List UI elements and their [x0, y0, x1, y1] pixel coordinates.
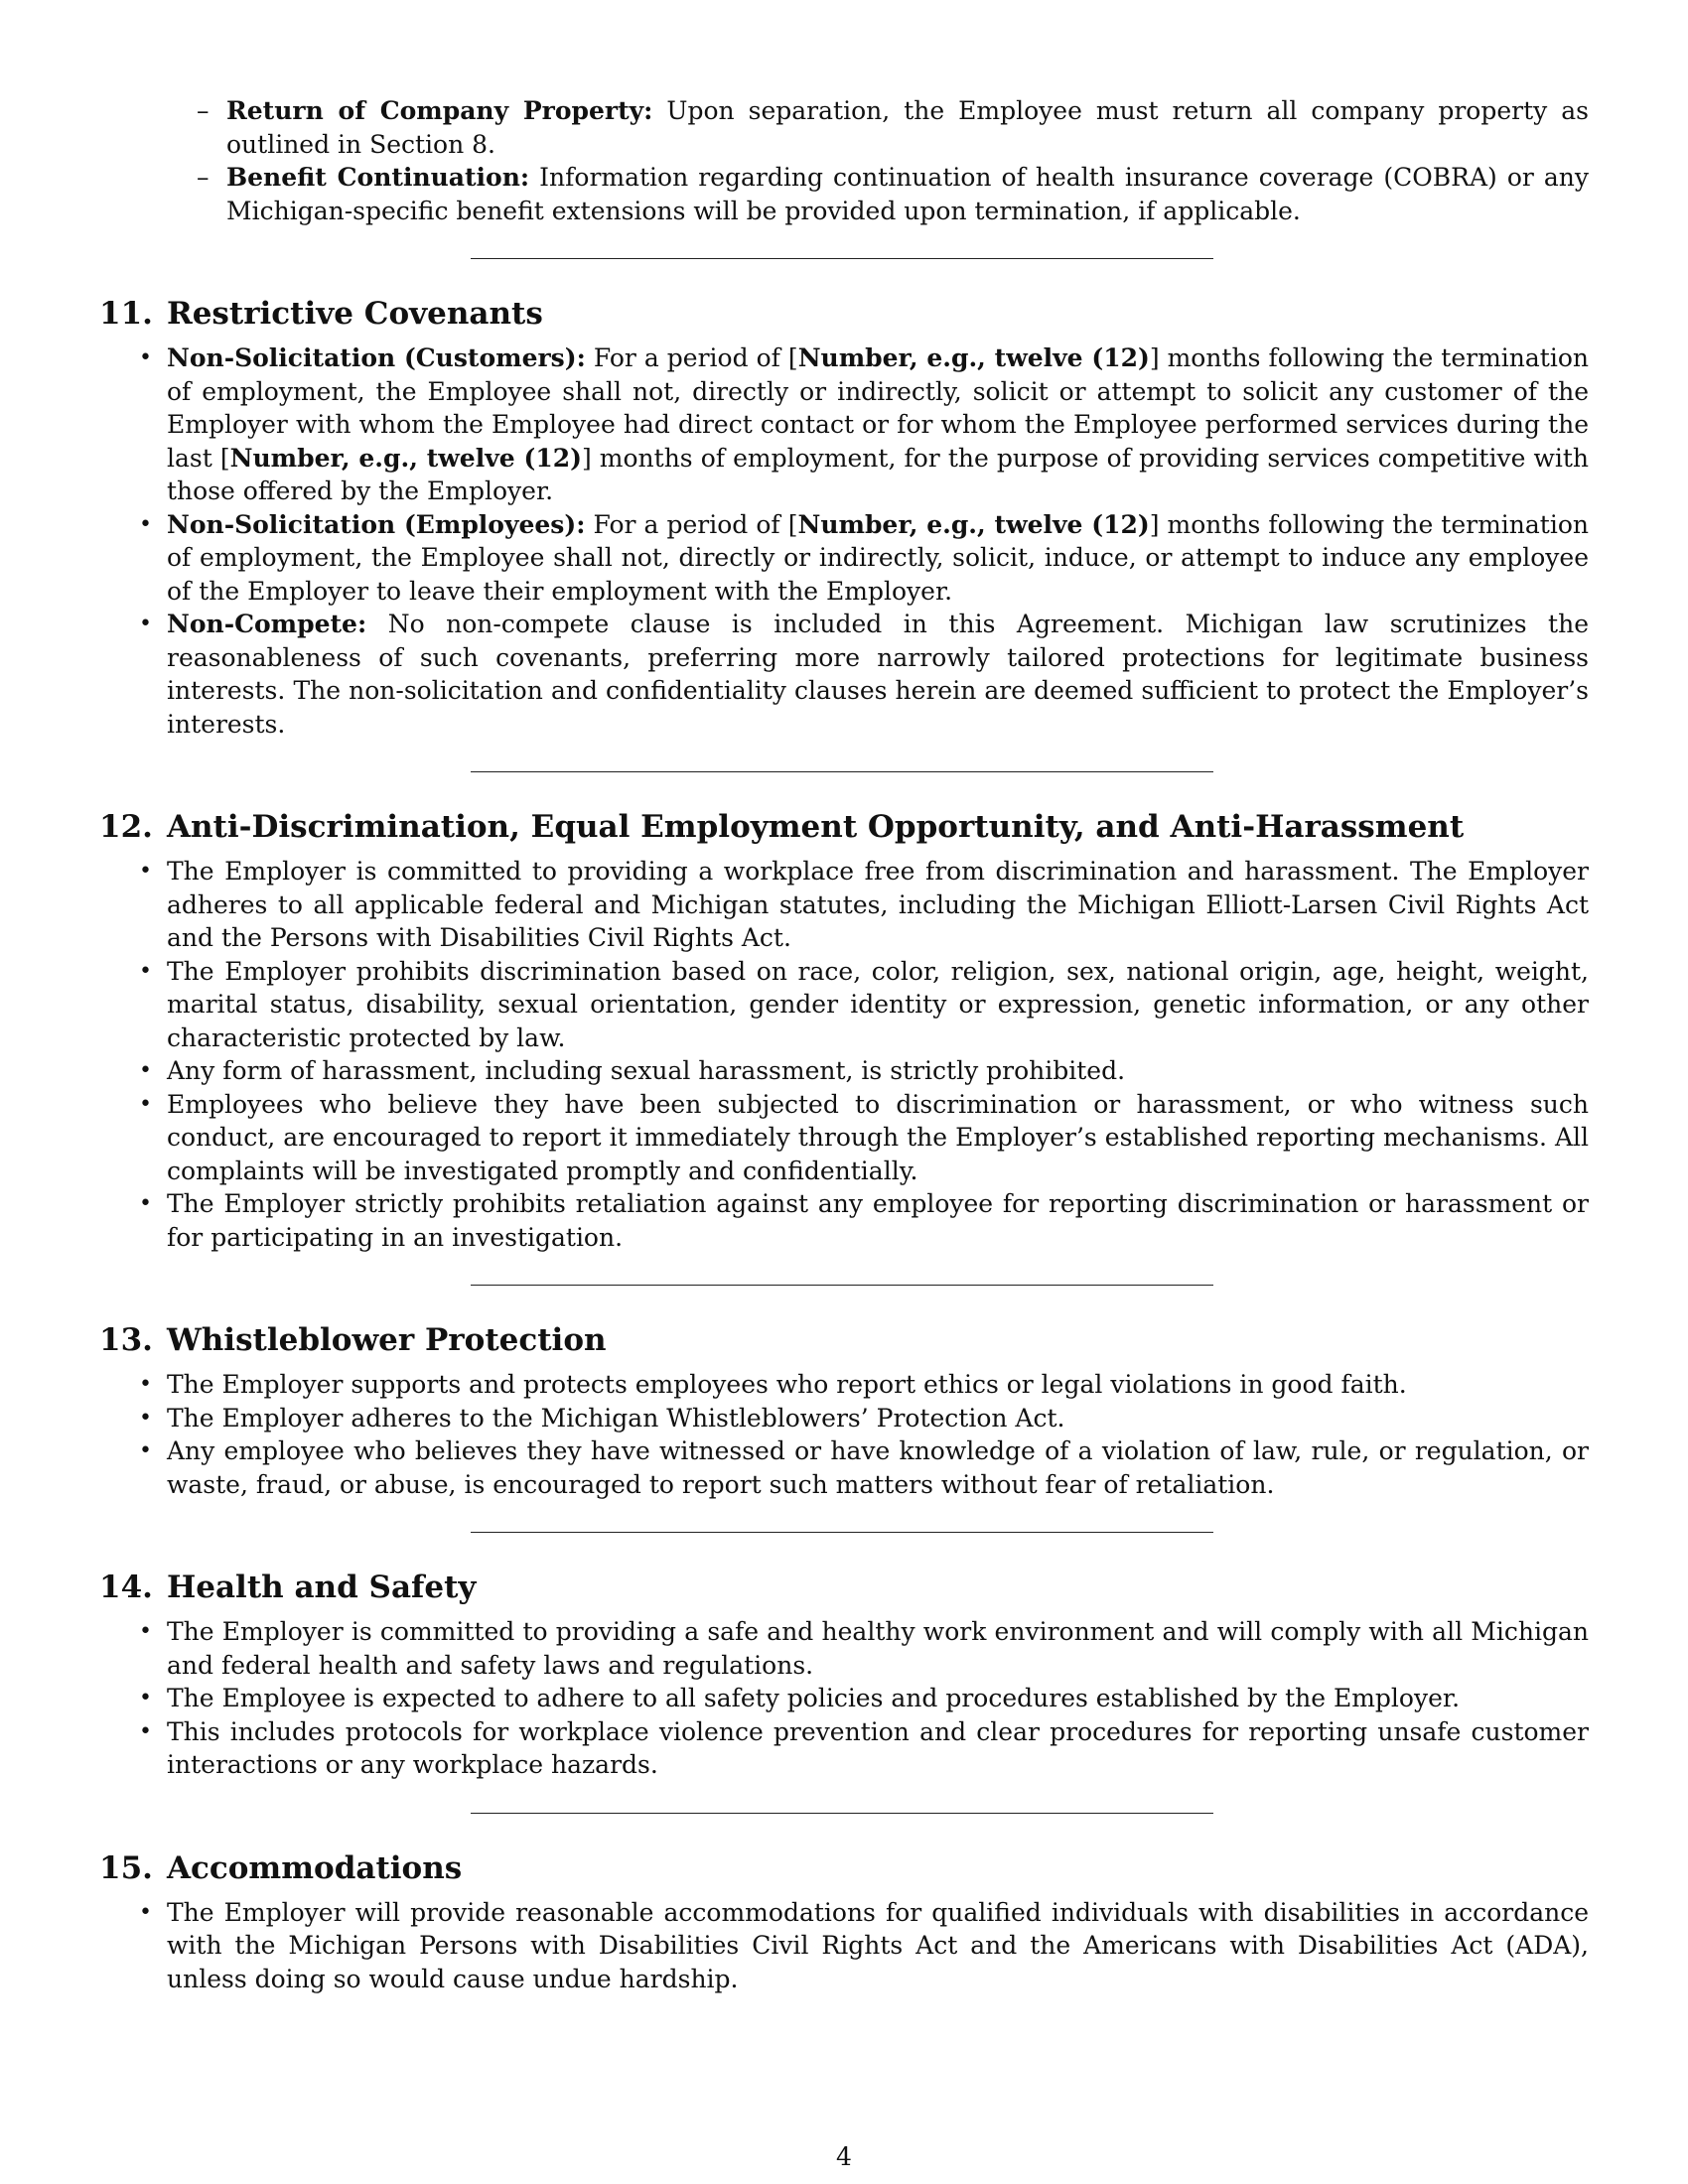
list-item [139, 955, 1589, 1055]
section-number: 11. [99, 296, 153, 332]
page-content [99, 94, 1589, 1995]
item-text: The Employer strictly prohibits retaliation against any employee for reporting discrimination or harassment or for participating in an investigation. [167, 1189, 1589, 1252]
bullet-list [139, 1896, 1589, 1996]
bullet-marker: • [139, 1718, 152, 1744]
item-text: Any employee who believes they have witnessed or have knowledge of a violation of law, rule, or regulation, or waste, fraud, or abuse, is encouraged to report such matters without fear of retaliation. [167, 1436, 1589, 1499]
horizontal-rule [471, 771, 1213, 772]
section [99, 771, 1589, 1254]
bullet-marker: • [139, 1091, 152, 1117]
bullet-marker: • [139, 1619, 152, 1644]
list-item [139, 1615, 1589, 1682]
section-heading [99, 807, 1589, 847]
list-item [197, 94, 1589, 161]
section-title: Whistleblower Protection [166, 1322, 607, 1358]
list-item [139, 1434, 1589, 1501]
item-text: For a period of [ [585, 343, 798, 372]
bullet-list [139, 341, 1589, 741]
item-text: The Employer is committed to providing a workplace free from discrimination and harassment. The Employer adheres to all applicable federal and Michigan statutes, including the Michigan Elliott-Larsen Civil Rights Act and the Persons with Disabilities Civil Rights Act. [167, 857, 1589, 952]
bullet-marker: • [139, 1372, 152, 1397]
item-label: Non-Compete: [167, 610, 367, 638]
section-number: 12. [99, 809, 153, 845]
section-title: Accommodations [166, 1849, 463, 1886]
item-text: ] months following the termination of employment, the Employee shall not, directly or indirectly, solicit, induce, or attempt to induce any employee of the Employer to leave their employment with the Employer. [167, 509, 1589, 606]
item-label: Number, e.g., twelve (12) [229, 443, 582, 473]
item-text: The Employer prohibits discrimination based on race, color, religion, sex, national origin, age, height, weight, marital status, disability, sexual orientation, gender identity or expression, genetic information, or any other characteristic protected by law. [167, 956, 1589, 1052]
item-label: Number, e.g., twelve (12) [797, 343, 1150, 372]
list-item [139, 508, 1589, 609]
section-number: 13. [99, 1322, 153, 1358]
continued-list [197, 94, 1590, 227]
item-text: The Employer adheres to the Michigan Whistleblowers’ Protection Act. [167, 1403, 1065, 1433]
bullet-marker: • [139, 1058, 152, 1083]
section [99, 1813, 1589, 1996]
section [99, 1532, 1589, 1782]
bullet-marker: • [139, 1191, 152, 1216]
sections-container [99, 258, 1589, 1995]
item-text: The Employer is committed to providing a safe and healthy work environment and will comply with all Michigan and federal health and safety laws and regulations. [167, 1617, 1589, 1680]
item-text: Any form of harassment, including sexual harassment, is strictly prohibited. [167, 1056, 1126, 1085]
item-text: ] months following the termination of employment, the Employee shall not, directly or indirectly, solicit or attempt to solicit any customer of the Employer with whom the Employee had direct contact or for whom the Employee performed services during the last [ [167, 343, 1589, 473]
section [99, 258, 1589, 741]
section-title: Restrictive Covenants [166, 296, 543, 332]
item-text: ] months of employment, for the purpose of providing services competitive with those offered by the Employer. [167, 443, 1589, 505]
item-text: Upon separation, the Employee must return all company property as outlined in Section 8. [226, 96, 1589, 159]
bullet-marker: • [139, 345, 152, 370]
list-item [139, 1054, 1589, 1088]
item-label: Number, e.g., twelve (12) [797, 509, 1150, 539]
list-item [139, 1402, 1589, 1435]
section-title: Anti-Discrimination, Equal Employment Opportunity, and Anti-Harassment [166, 809, 1465, 845]
list-item [139, 1088, 1589, 1188]
item-text: Employees who believe they have been subjected to discrimination or harassment, or who witness such conduct, are encouraged to report it immediately through the Employer’s established reporting mechanisms. All complaints will be investigated promptly and confidentially. [167, 1089, 1589, 1185]
section [99, 1285, 1589, 1501]
item-label: Non-Solicitation (Employees): [167, 509, 586, 539]
section-heading [99, 294, 1589, 334]
horizontal-rule [471, 1285, 1213, 1286]
item-text: The Employer will provide reasonable accommodations for qualified individuals with disabilities in accordance with the Michigan Persons with Disabilities Civil Rights Act and the Americans with Disabilities Act (ADA), unless doing so would cause undue hardship. [167, 1897, 1589, 1993]
list-item [139, 1187, 1589, 1254]
bullet-list [139, 1615, 1589, 1782]
bullet-marker: • [139, 859, 152, 884]
item-text: The Employee is expected to adhere to all safety policies and procedures established by the Employer. [167, 1684, 1461, 1712]
bullet-marker: • [139, 612, 152, 636]
bullet-list [139, 1368, 1589, 1501]
item-label: Non-Solicitation (Customers): [167, 343, 586, 372]
item-label: Benefit Continuation: [226, 163, 530, 192]
item-text: The Employer supports and protects employees who report ethics or legal violations in good faith. [167, 1370, 1407, 1399]
list-item [139, 1682, 1589, 1715]
bullet-marker: • [139, 1405, 152, 1431]
list-item [139, 1368, 1589, 1402]
list-item [139, 608, 1589, 741]
horizontal-rule [471, 1532, 1213, 1533]
section-heading [99, 1320, 1589, 1360]
bullet-marker: • [139, 1438, 152, 1463]
bullet-marker: • [139, 958, 152, 984]
section-heading [99, 1568, 1589, 1607]
section-number: 15. [99, 1849, 153, 1886]
list-item [139, 855, 1589, 955]
item-text: For a period of [ [585, 509, 798, 539]
list-item [139, 1896, 1589, 1996]
horizontal-rule [471, 258, 1213, 259]
page-number: 4 [836, 2142, 852, 2171]
bullet-list [139, 855, 1589, 1254]
section-title: Health and Safety [166, 1570, 477, 1605]
section-heading [99, 1848, 1589, 1888]
dash-marker: – [197, 96, 210, 125]
item-text: Information regarding continuation of health insurance coverage (COBRA) or any Michigan-specific benefit extensions will be provided upon termination, if applicable. [226, 163, 1590, 225]
list-item [139, 1715, 1589, 1782]
item-label: Return of Company Property: [226, 96, 653, 125]
bullet-marker: • [139, 511, 152, 537]
item-text: No non-compete clause is included in this Agreement. Michigan law scrutinizes the reasonableness of such covenants, preferring more narrowly tailored protections for legitimate business interests. The non-solicitation and confidentiality clauses herein are deemed sufficient to protect the Employer’s interests. [167, 610, 1589, 739]
bullet-marker: • [139, 1899, 152, 1925]
item-text: This includes protocols for workplace violence prevention and clear procedures for reporting unsafe customer interactions or any workplace hazards. [167, 1716, 1589, 1779]
list-item [139, 341, 1589, 508]
horizontal-rule [471, 1813, 1213, 1814]
section-number: 14. [99, 1570, 153, 1605]
bullet-marker: • [139, 1686, 152, 1710]
list-item [197, 161, 1590, 227]
dash-marker: – [197, 163, 210, 192]
